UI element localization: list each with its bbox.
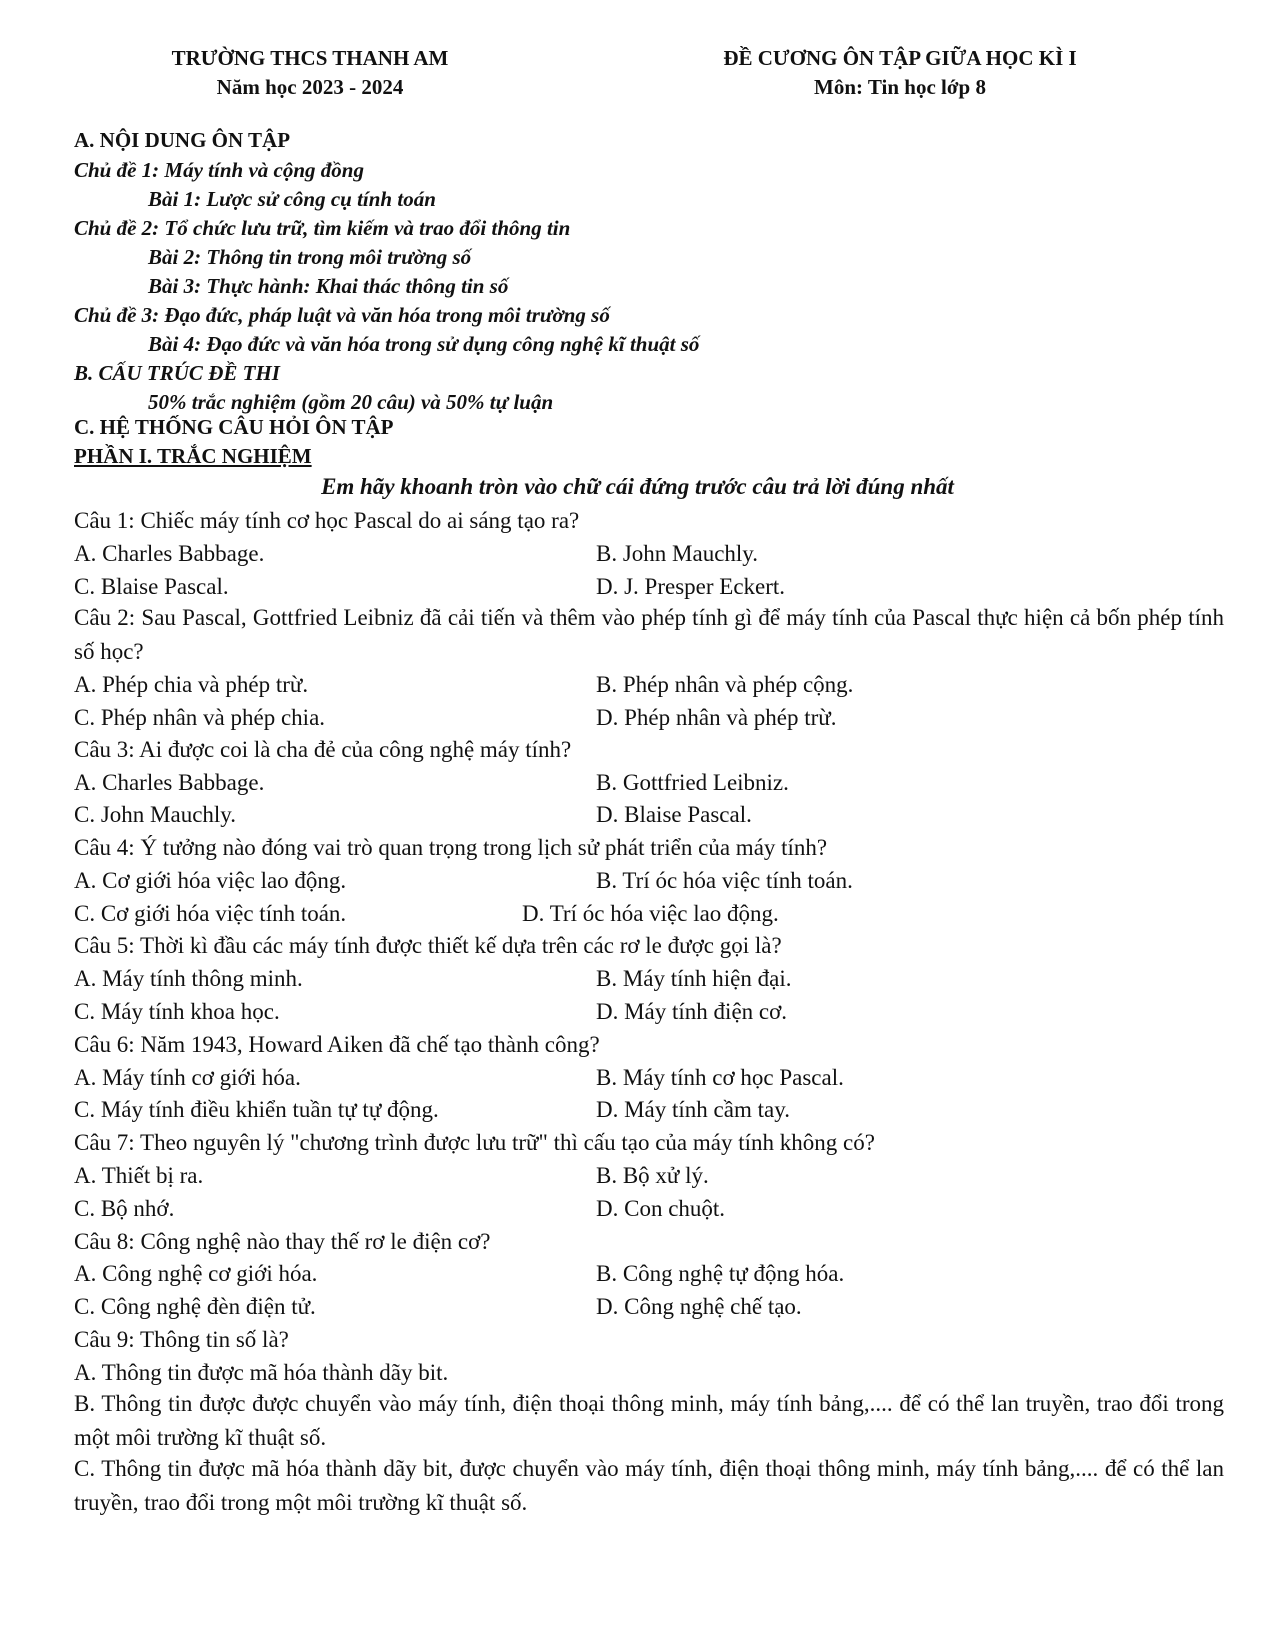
q3-option-b: B. Gottfried Leibniz. [596,770,789,795]
q2-option-a: A. Phép chia và phép trừ. [74,672,309,697]
instruction-text: Em hãy khoanh tròn vào chữ cái đứng trước câu trả lời đúng nhất [321,474,954,499]
q3-option-a: A. Charles Babbage. [74,770,265,795]
q9-option-a: A. Thông tin được mã hóa thành dãy bit. [74,1360,449,1385]
section-c-heading: C. HỆ THỐNG CÂU HỎI ÔN TẬP [74,415,394,439]
q5-option-d: D. Máy tính điện cơ. [596,999,788,1024]
question-8: Câu 8: Công nghệ nào thay thế rơ le điện cơ? [74,1229,491,1254]
q4-option-d: D. Trí óc hóa việc lao động. [522,901,779,926]
q1-option-a: A. Charles Babbage. [74,541,265,566]
question-5: Câu 5: Thời kì đầu các máy tính được thiết kế dựa trên các rơ le được gọi là? [74,933,782,958]
question-2: Câu 2: Sau Pascal, Gottfried Leibniz đã cải tiến và thêm vào phép tính gì để máy tính của Pascal thực hiện cả bốn phép tính số học? [74,605,1224,664]
question-1: Câu 1: Chiếc máy tính cơ học Pascal do ai sáng tạo ra? [74,508,580,533]
q9-option-c: C. Thông tin được mã hóa thành dãy bit, được chuyển vào máy tính, điện thoại thông minh, máy tính bảng,.... để có thể lan truyền, trao đổi trong một môi trường kĩ thuật số. [74,1456,1224,1515]
section-a-heading: A. NỘI DUNG ÔN TẬP [74,128,291,152]
q7-option-a: A. Thiết bị ra. [74,1163,204,1188]
q7-option-d: D. Con chuột. [596,1196,726,1221]
q6-option-d: D. Máy tính cầm tay. [596,1097,790,1122]
q2-option-c: C. Phép nhân và phép chia. [74,705,326,730]
q9-option-b: B. Thông tin được được chuyển vào máy tính, điện thoại thông minh, máy tính bảng,.... để có thể lan truyền, trao đổi trong một môi trường kĩ thuật số. [74,1391,1224,1450]
q2-option-b: B. Phép nhân và phép cộng. [596,672,854,697]
part-1-heading: PHẦN I. TRẮC NGHIỆM [74,444,312,468]
school-header [110,44,510,102]
lesson-1: Bài 1: Lược sử công cụ tính toán [148,187,436,211]
topic-1: Chủ đề 1: Máy tính và cộng đồng [74,158,364,182]
question-7: Câu 7: Theo nguyên lý "chương trình được lưu trữ" thì cấu tạo của máy tính không có? [74,1130,875,1155]
lesson-3: Bài 3: Thực hành: Khai thác thông tin số [148,274,509,298]
q5-option-a: A. Máy tính thông minh. [74,966,303,991]
q4-option-b: B. Trí óc hóa việc tính toán. [596,868,853,893]
school-name: TRƯỜNG THCS THANH AM [171,46,449,70]
q6-option-b: B. Máy tính cơ học Pascal. [596,1065,844,1090]
q4-option-c: C. Cơ giới hóa việc tính toán. [74,901,347,926]
question-6: Câu 6: Năm 1943, Howard Aiken đã chế tạo thành công? [74,1032,600,1057]
q8-option-c: C. Công nghệ đèn điện tử. [74,1294,316,1319]
exam-structure: 50% trắc nghiệm (gồm 20 câu) và 50% tự luận [148,390,554,414]
topic-3: Chủ đề 3: Đạo đức, pháp luật và văn hóa trong môi trường số [74,303,610,327]
topic-2: Chủ đề 2: Tổ chức lưu trữ, tìm kiếm và trao đổi thông tin [74,216,571,240]
q7-option-b: B. Bộ xử lý. [596,1163,709,1188]
q1-option-b: B. John Mauchly. [596,541,759,566]
q3-option-c: C. John Mauchly. [74,802,237,827]
q8-option-a: A. Công nghệ cơ giới hóa. [74,1261,318,1286]
q8-option-d: D. Công nghệ chế tạo. [596,1294,802,1319]
lesson-4: Bài 4: Đạo đức và văn hóa trong sử dụng công nghệ kĩ thuật số [148,332,700,356]
q8-option-b: B. Công nghệ tự động hóa. [596,1261,845,1286]
q1-option-d: D. J. Presper Eckert. [596,574,786,599]
q3-option-d: D. Blaise Pascal. [596,802,752,827]
q6-option-a: A. Máy tính cơ giới hóa. [74,1065,301,1090]
question-4: Câu 4: Ý tưởng nào đóng vai trò quan trọng trong lịch sử phát triển của máy tính? [74,835,828,860]
question-9: Câu 9: Thông tin số là? [74,1327,289,1352]
document-header [670,44,1130,102]
q5-option-c: C. Máy tính khoa học. [74,999,280,1024]
q2-option-d: D. Phép nhân và phép trừ. [596,705,837,730]
q5-option-b: B. Máy tính hiện đại. [596,966,792,991]
section-b-heading: B. CẤU TRÚC ĐỀ THI [74,361,280,385]
question-3: Câu 3: Ai được coi là cha đẻ của công nghệ máy tính? [74,737,572,762]
q7-option-c: C. Bộ nhớ. [74,1196,175,1221]
school-year: Năm học 2023 - 2024 [216,75,404,99]
document-title: ĐỀ CƯƠNG ÔN TẬP GIỮA HỌC KÌ I [723,46,1077,70]
q4-option-a: A. Cơ giới hóa việc lao động. [74,868,347,893]
q6-option-c: C. Máy tính điều khiển tuần tự tự động. [74,1097,439,1122]
lesson-2: Bài 2: Thông tin trong môi trường số [148,245,472,269]
q1-option-c: C. Blaise Pascal. [74,574,229,599]
subject-label: Môn: Tin học lớp 8 [814,75,986,99]
